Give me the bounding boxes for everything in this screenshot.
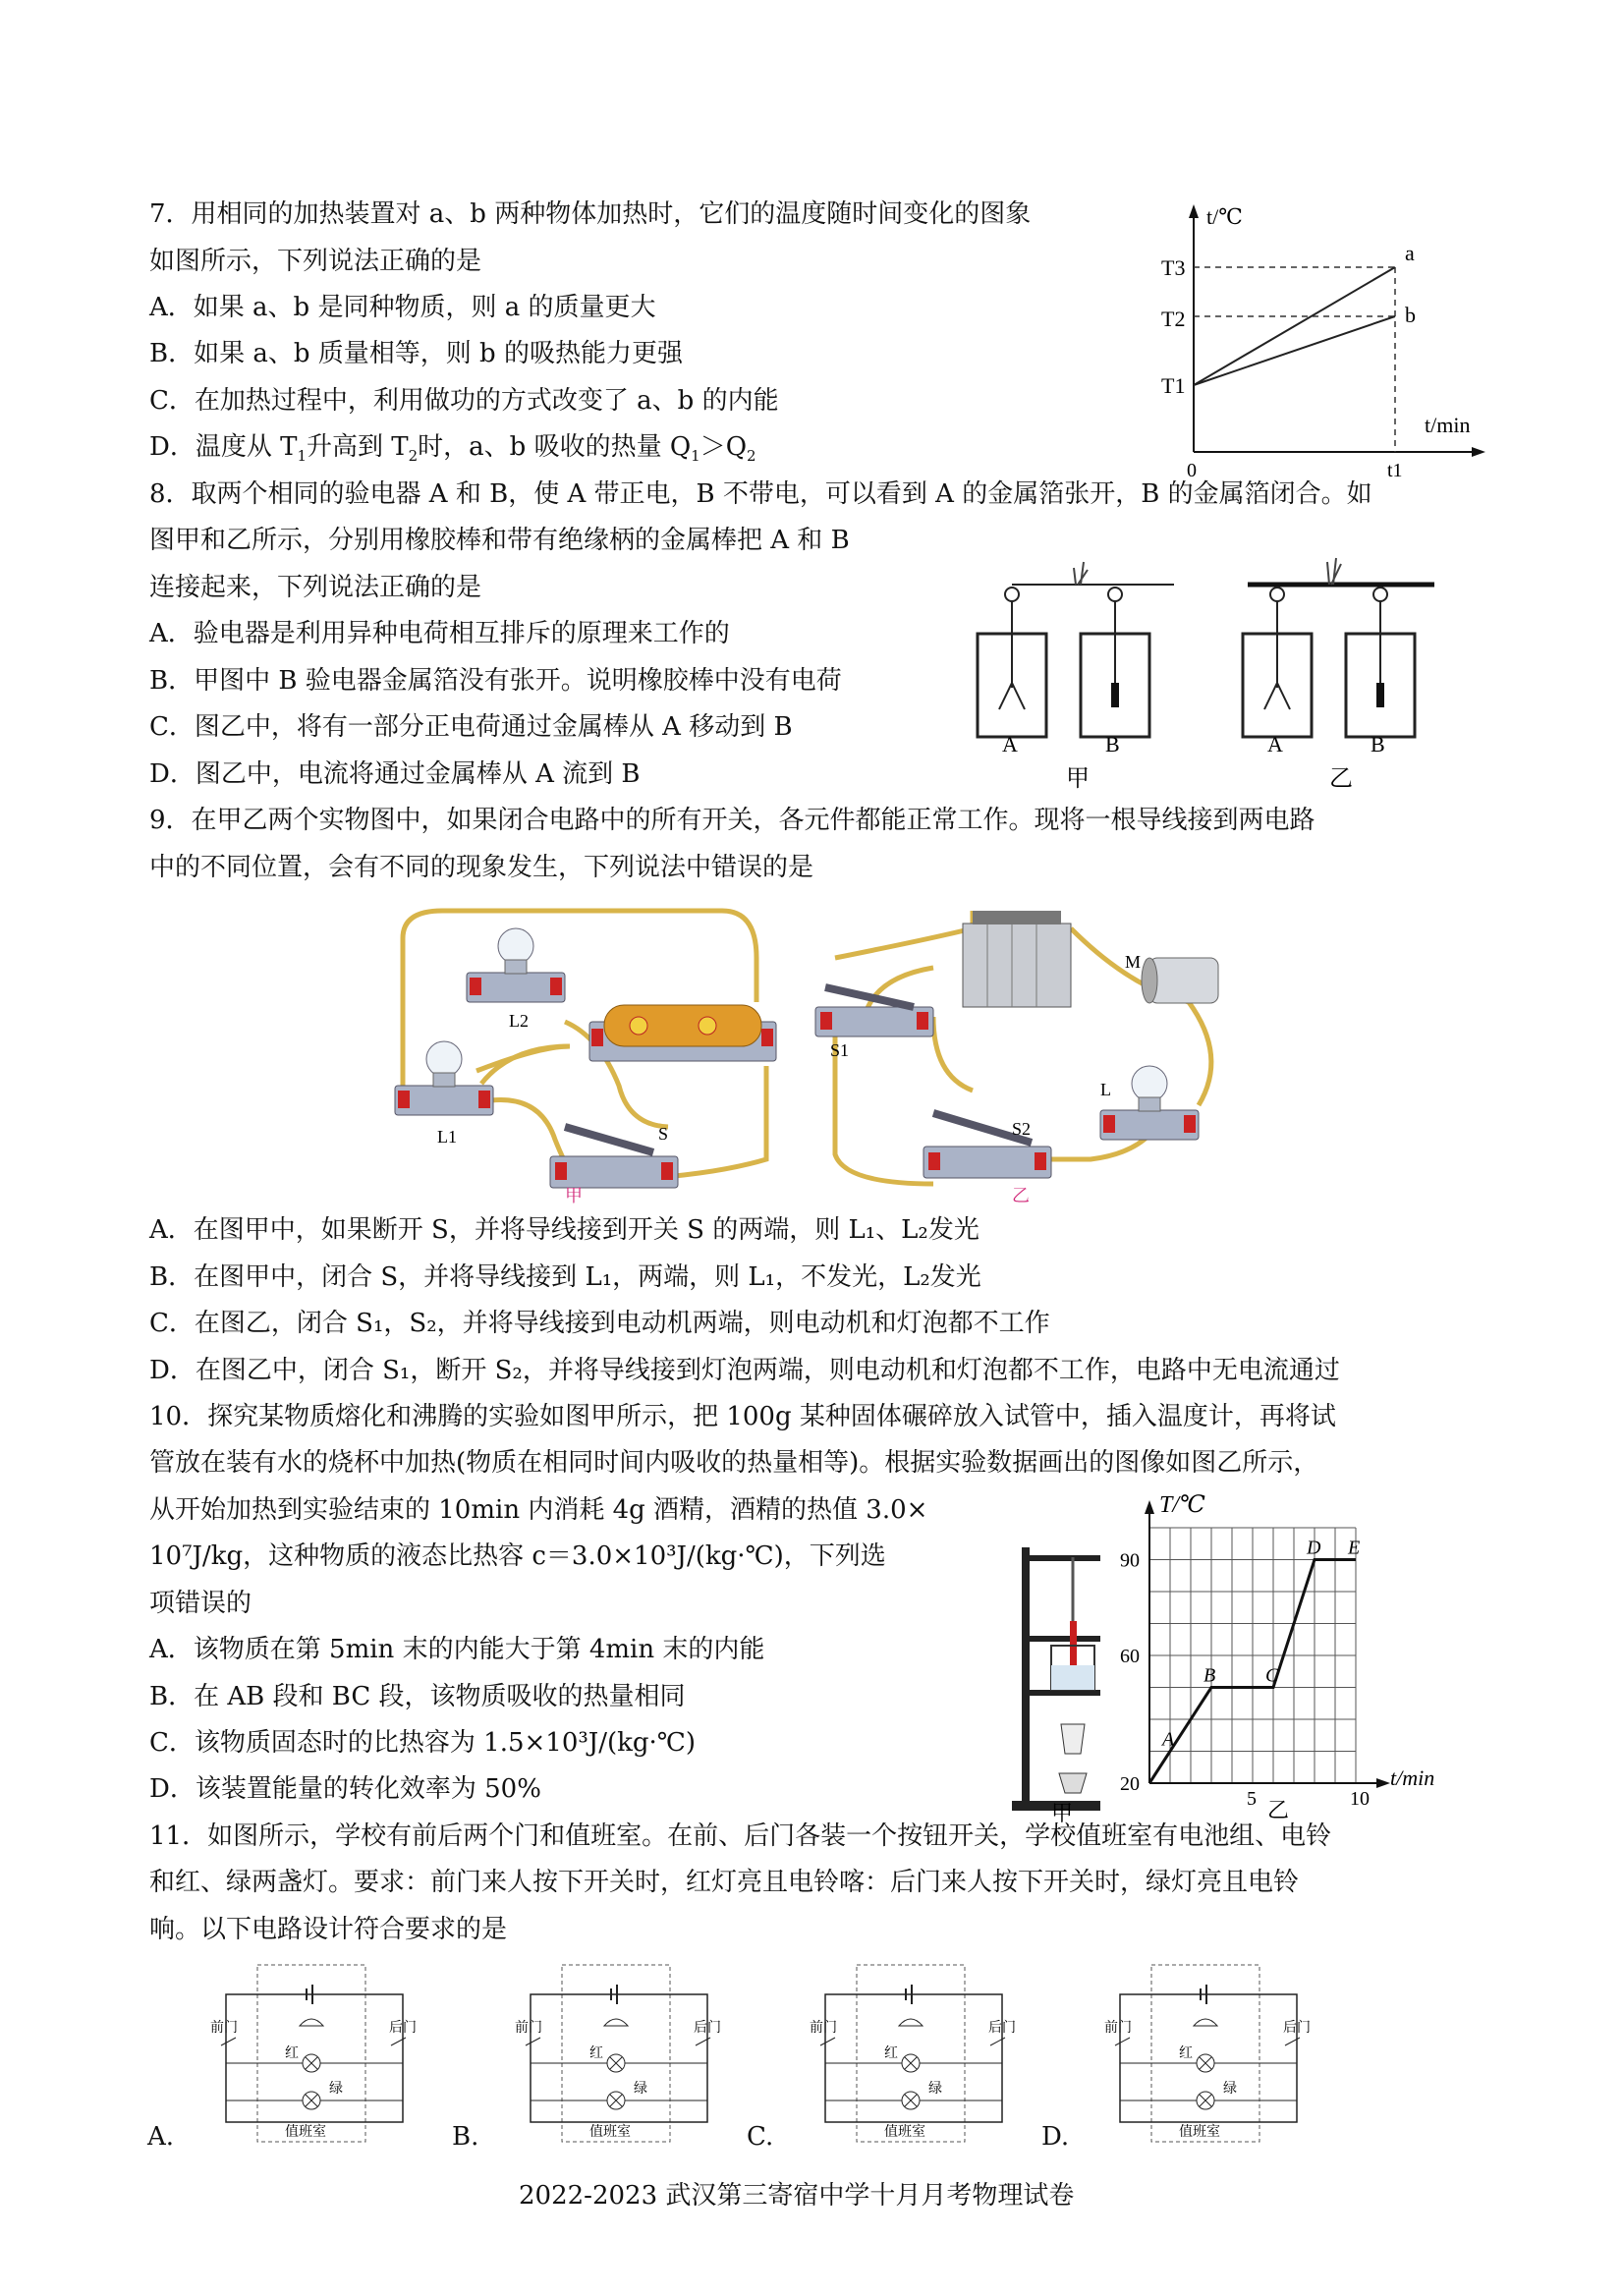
point-label: C <box>1265 1664 1279 1687</box>
q10-option-d: D．该装置能量的转化效率为 50% <box>149 1774 541 1804</box>
y-axis-label: T/℃ <box>1159 1492 1205 1518</box>
q9-option-a: A．在图甲中，如果断开 S，并将导线接到开关 S 的两端，则 L₁、L₂发光 <box>149 1215 979 1245</box>
x-tick-t1: t1 <box>1387 460 1403 481</box>
t3-label: T3 <box>1161 255 1186 280</box>
q11-stem-line1: 11．如图所示，学校有前后两个门和值班室。在前、后门各装一个按钮开关，学校值班室有电池组、电铃 <box>149 1821 1332 1851</box>
q10-option-a: A．该物质在第 5min 末的内能大于第 4min 末的内能 <box>149 1635 765 1664</box>
q7-stem-line1: 7．用相同的加热装置对 a、b 两种物体加热时，它们的温度随时间变化的图象 <box>149 199 1032 229</box>
q9-circuit-figure <box>383 899 1248 1213</box>
q8-stem-line1: 8．取两个相同的验电器 A 和 B，使 A 带正电，B 不带电，可以看到 A 的金属箔张开，B 的金属箔闭合。如 <box>149 479 1372 509</box>
q7-option-d: D．温度从 $T_1$升高到 $T_2$时，a、b 吸收的热量 $Q_1>Q_2$ <box>149 432 756 466</box>
q8-option-d: D．图乙中，电流将通过金属棒从 A 流到 B <box>149 759 641 789</box>
yi-label-a: A <box>1267 732 1283 756</box>
point-label: E <box>1348 1537 1361 1559</box>
q9-option-b: B．在图甲中，闭合 S，并将导线接到 L₁，两端，则 L₁，不发光，L₂发光 <box>149 1262 981 1292</box>
duty-room-label: 值班室 <box>1179 2125 1220 2140</box>
red-lamp-label: 红 <box>285 2046 299 2061</box>
point-label: B <box>1203 1664 1216 1687</box>
point-label: D <box>1307 1537 1321 1559</box>
q9-option-d: D．在图乙中，闭合 S₁，断开 S₂，并将导线接到灯泡两端，则电动机和灯泡都不工作，电路中无电流通过 <box>149 1356 1340 1385</box>
label-s1: S1 <box>830 1040 850 1060</box>
back-door-label: 后门 <box>694 2021 721 2036</box>
y-tick-label: 60 <box>1120 1646 1140 1667</box>
q9-stem-line2: 中的不同位置，会有不同的现象发生，下列说法中错误的是 <box>149 853 814 882</box>
duty-room-label: 值班室 <box>884 2125 925 2140</box>
q11-circuit-diagram <box>501 1955 737 2152</box>
q10-stem-line4: 10⁷J/kg，这种物质的液态比热容 c＝3.0×10³J/(kg·℃)，下列选 <box>149 1541 886 1571</box>
duty-room-label: 值班室 <box>589 2125 631 2140</box>
caption-jia: 甲 <box>1051 1801 1074 1822</box>
label-s2: S2 <box>1012 1119 1032 1139</box>
q7-temperature-graph <box>1140 196 1493 481</box>
green-lamp-label: 绿 <box>634 2082 647 2097</box>
y-tick-label: 20 <box>1120 1773 1140 1795</box>
q8-option-b: B．甲图中 B 验电器金属箔没有张开。说明橡胶棒中没有电荷 <box>149 666 842 696</box>
jia-caption: 甲 <box>1066 766 1090 792</box>
q7-stem-line2: 如图所示，下列说法正确的是 <box>149 247 482 276</box>
line-b-label: b <box>1405 303 1416 327</box>
front-door-label: 前门 <box>810 2021 837 2036</box>
line-a-label: a <box>1405 241 1415 265</box>
q8-option-a: A．验电器是利用异种电荷相互排斥的原理来工作的 <box>149 619 730 648</box>
q7-option-b: B．如果 a、b 质量相等，则 b 的吸热能力更强 <box>149 339 683 368</box>
green-lamp-label: 绿 <box>329 2082 343 2097</box>
point-label: A <box>1162 1728 1175 1751</box>
caption-yi: 乙 <box>1012 1186 1030 1205</box>
q10-option-b: B．在 AB 段和 BC 段，该物质吸收的热量相同 <box>149 1682 686 1711</box>
q8-option-c: C．图乙中，将有一部分正电荷通过金属棒从 A 移动到 B <box>149 712 793 742</box>
origin-label: 0 <box>1187 460 1197 481</box>
yi-label-b: B <box>1371 732 1385 756</box>
y-axis-label: t/℃ <box>1206 204 1243 229</box>
jia-label-b: B <box>1105 732 1120 756</box>
jia-label-a: A <box>1002 732 1018 756</box>
q10-stem-line3: 从开始加热到实验结束的 10min 内消耗 4g 酒精，酒精的热值 3.0× <box>149 1495 928 1525</box>
q9-option-c: C．在图乙，闭合 S₁，S₂，并将导线接到电动机两端，则电动机和灯泡都不工作 <box>149 1309 1050 1338</box>
label-l2: L2 <box>509 1011 529 1031</box>
x-tick-label: 10 <box>1350 1788 1370 1810</box>
q11-option-label: A. <box>147 2122 175 2152</box>
q10-stem-line2: 管放在装有水的烧杯中加热(物质在相同时间内吸收的热量相等)。根据实验数据画出的图像如图乙所示， <box>149 1448 1319 1478</box>
back-door-label: 后门 <box>1283 2021 1311 2036</box>
t2-label: T2 <box>1161 307 1186 331</box>
caption-jia: 甲 <box>565 1186 583 1205</box>
x-axis-label: t/min <box>1425 413 1471 437</box>
green-lamp-label: 绿 <box>1223 2082 1237 2097</box>
q11-option-label: D. <box>1041 2122 1070 2152</box>
red-lamp-label: 红 <box>589 2046 603 2061</box>
y-axis-arrow <box>1189 204 1199 218</box>
label-s: S <box>658 1124 669 1144</box>
q10-chart <box>1120 1488 1503 1822</box>
chart-grid <box>1149 1528 1356 1783</box>
caption-yi: 乙 <box>1267 1798 1290 1822</box>
red-lamp-label: 红 <box>884 2046 898 2061</box>
q8-stem-line2: 图甲和乙所示，分别用橡胶棒和带有绝缘柄的金属棒把 A 和 B <box>149 526 850 555</box>
y-tick-label: 90 <box>1120 1549 1140 1572</box>
q10-apparatus-figure <box>1012 1528 1110 1822</box>
q11-stem-line3: 响。以下电路设计符合要求的是 <box>149 1915 508 1944</box>
q11-circuit-diagram <box>796 1955 1032 2152</box>
green-lamp-label: 绿 <box>928 2082 942 2097</box>
q11-option-label: B. <box>452 2122 479 2152</box>
q8-electroscope-figure <box>968 550 1479 796</box>
q8-stem-line3: 连接起来，下列说法正确的是 <box>149 573 482 602</box>
front-door-label: 前门 <box>1104 2021 1132 2036</box>
label-l1: L1 <box>437 1127 457 1147</box>
q7-option-a: A．如果 a、b 是同种物质，则 a 的质量更大 <box>149 293 656 322</box>
q11-stem-line2: 和红、绿两盏灯。要求：前门来人按下开关时，红灯亮且电铃喀：后门来人按下开关时，绿灯亮且电铃 <box>149 1868 1300 1897</box>
red-lamp-label: 红 <box>1179 2046 1193 2061</box>
q10-option-c: C．该物质固态时的比热容为 1.5×10³J/(kg·℃) <box>149 1728 697 1758</box>
q11-circuit-diagram <box>1091 1955 1326 2152</box>
q10-stem-line1: 10．探究某物质熔化和沸腾的实验如图甲所示，把 100g 某种固体碾碎放入试管中，插入温度计，再将试 <box>149 1402 1336 1431</box>
q9-stem-line1: 9．在甲乙两个实物图中，如果闭合电路中的所有开关，各元件都能正常工作。现将一根导线接到两电路 <box>149 806 1315 835</box>
melting-boiling-graph <box>1120 1488 1503 1822</box>
q11-option-label: C. <box>747 2122 774 2152</box>
t1-label: T1 <box>1161 373 1186 398</box>
q11-circuit-diagram <box>196 1955 432 2152</box>
page-footer: 2022-2023 武汉第三寄宿中学十月月考物理试卷 <box>519 2181 1075 2211</box>
duty-room-label: 值班室 <box>285 2125 326 2140</box>
electroscope-pair-yi <box>1243 558 1434 792</box>
back-door-label: 后门 <box>389 2021 417 2036</box>
electroscope-pair-jia <box>978 562 1174 792</box>
x-axis-label: t/min <box>1390 1765 1435 1790</box>
circuit-jia <box>395 911 776 1205</box>
label-m: M <box>1125 952 1142 972</box>
q7-option-c: C．在加热过程中，利用做功的方式改变了 a、b 的内能 <box>149 386 779 416</box>
yi-caption: 乙 <box>1329 766 1353 792</box>
front-door-label: 前门 <box>210 2021 238 2036</box>
circuit-yi <box>815 911 1218 1205</box>
q10-stem-line5: 项错误的 <box>149 1589 252 1618</box>
label-l: L <box>1100 1080 1111 1099</box>
back-door-label: 后门 <box>988 2021 1016 2036</box>
x-tick-label: 5 <box>1247 1788 1257 1810</box>
front-door-label: 前门 <box>515 2021 542 2036</box>
